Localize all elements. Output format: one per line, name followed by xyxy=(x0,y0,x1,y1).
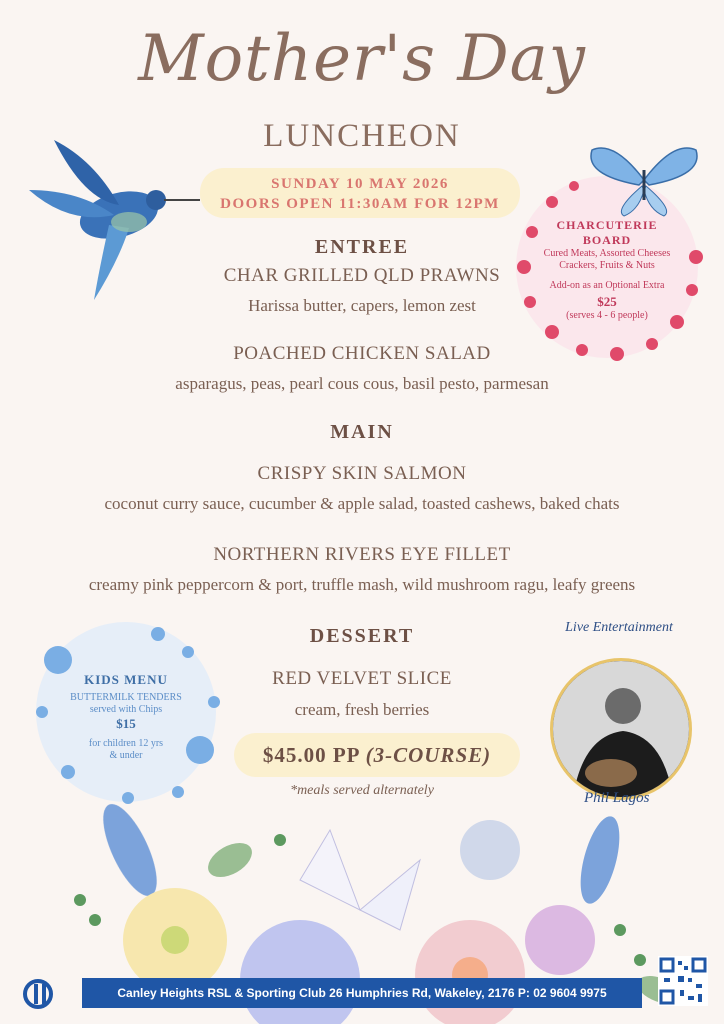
charcuterie-title-2: BOARD xyxy=(582,233,632,247)
main-heading: MAIN xyxy=(330,421,394,443)
kids-price: $15 xyxy=(116,716,136,731)
price-course-note: (3-COURSE) xyxy=(365,743,492,767)
charcuterie-serves: (serves 4 - 6 people) xyxy=(566,310,648,321)
entree-item-1-desc: Harissa butter, capers, lemon zest xyxy=(248,296,476,315)
main-item-1-name: CRISPY SKIN SALMON xyxy=(257,463,467,484)
charcuterie-line-1: Cured Meats, Assorted Cheeses xyxy=(543,248,671,259)
butterfly-icon xyxy=(584,140,704,220)
main-item-2-desc: creamy pink peppercorn & port, truffle mash, wild mushroom ragu, leafy greens xyxy=(88,575,636,594)
footer-bar: Canley Heights RSL & Sporting Club 26 Humphries Rd, Wakeley, 2176 P: 02 9604 9975 xyxy=(82,978,642,1008)
page-title: Mother's Day xyxy=(138,22,586,96)
entree-item-2-name: POACHED CHICKEN SALAD xyxy=(233,343,491,364)
main-item-1-desc: coconut curry sauce, cucumber & apple salad, toasted cashews, baked chats xyxy=(104,494,620,513)
guitarist-icon xyxy=(553,661,689,797)
event-doors: DOORS OPEN 11:30AM FOR 12PM xyxy=(220,196,500,212)
live-entertainment-badge xyxy=(524,620,714,810)
kids-served: served with Chips xyxy=(89,704,163,715)
qr-code-icon[interactable] xyxy=(658,956,708,1006)
event-date-pill xyxy=(200,168,520,218)
live-label: Live Entertainment xyxy=(565,620,673,635)
dessert-heading: DESSERT xyxy=(309,625,415,647)
performer-photo xyxy=(550,658,692,800)
performer-name: Phil Lagos xyxy=(584,790,650,806)
kids-title: KIDS MENU xyxy=(84,672,168,687)
charcuterie-addon: Add-on as an Optional Extra xyxy=(549,280,665,291)
charcuterie-badge xyxy=(512,168,712,358)
price-value: $45.00 PP xyxy=(262,743,360,767)
event-date: SUNDAY 10 MAY 2026 xyxy=(271,176,449,192)
kids-item: BUTTERMILK TENDERS xyxy=(70,692,182,703)
main-item-2-name: NORTHERN RIVERS EYE FILLET xyxy=(213,544,511,565)
entree-item-2-desc: asparagus, peas, pearl cous cous, basil pesto, parmesan xyxy=(175,374,549,393)
dessert-item-1-name: RED VELVET SLICE xyxy=(272,668,452,689)
kids-menu-text xyxy=(36,672,216,762)
charcuterie-title-1: CHARCUTERIE xyxy=(556,218,658,232)
kids-age-1: for children 12 yrs xyxy=(88,738,164,749)
charcuterie-line-2: Crackers, Fruits & Nuts xyxy=(559,260,655,271)
dessert-item-1-desc: cream, fresh berries xyxy=(294,700,430,719)
page-subtitle: LUNCHEON xyxy=(263,118,461,154)
meals-footnote: *meals served alternately xyxy=(290,783,434,798)
price-pill xyxy=(234,733,520,777)
kids-menu-badge xyxy=(28,612,228,802)
charcuterie-price: $25 xyxy=(597,294,617,309)
club-logo-icon xyxy=(22,978,58,1010)
entree-item-1-name: CHAR GRILLED QLD PRAWNS xyxy=(223,265,501,286)
kids-age-2: & under xyxy=(109,750,143,761)
entree-heading: ENTREE xyxy=(314,236,410,258)
